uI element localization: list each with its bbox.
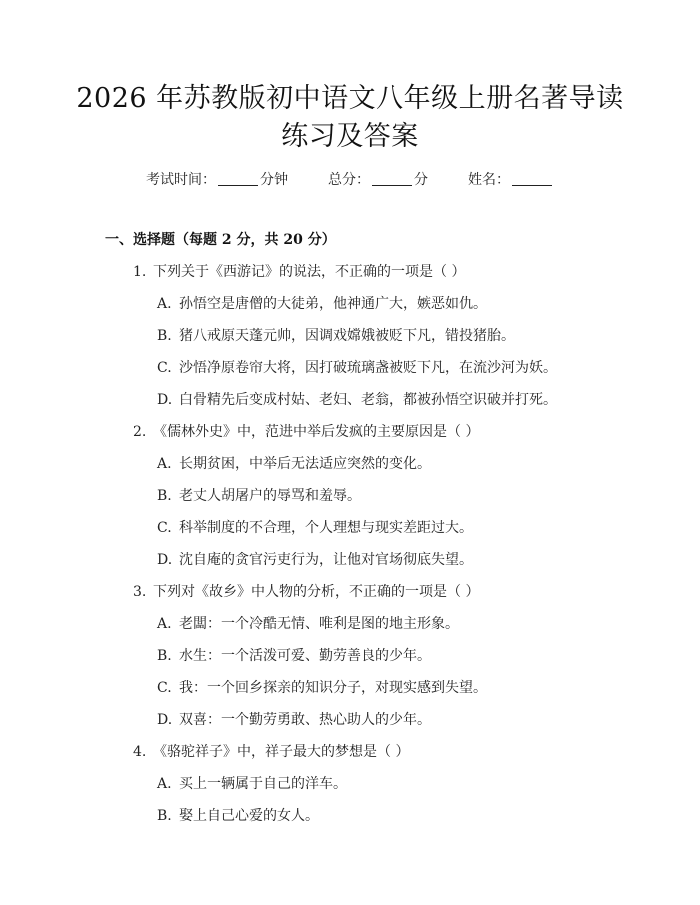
option-letter: C. — [157, 680, 172, 696]
option-text: 娶上自己心爱的女人。 — [179, 808, 319, 824]
question-1-option-a — [157, 293, 487, 313]
page-title-line2: 练习及答案 — [281, 121, 419, 152]
option-text: 老丈人胡屠户的辱骂和羞辱。 — [179, 488, 361, 504]
option-text: 长期贫困，中举后无法适应突然的变化。 — [179, 456, 431, 472]
option-text: 猪八戒原天蓬元帅，因调戏嫦娥被贬下凡，错投猪胎。 — [179, 328, 515, 344]
total-score-unit: 分 — [414, 172, 428, 188]
option-letter: A. — [157, 456, 172, 472]
question-3-option-c — [157, 677, 487, 697]
section-heading: 一、选择题（每题 2 分，共 20 分） — [105, 232, 336, 248]
exam-time-blank — [218, 171, 258, 186]
exam-info-row — [0, 169, 700, 189]
option-letter: B. — [157, 488, 172, 504]
question-1-option-b — [157, 325, 515, 345]
question-3-option-d — [157, 709, 431, 729]
question-2-option-a — [157, 453, 431, 473]
option-text: 双喜：一个勤劳勇敢、热心助人的少年。 — [179, 712, 431, 728]
question-1-option-c — [157, 357, 557, 377]
option-letter: B. — [157, 648, 172, 664]
page-title-line1: 2026 年苏教版初中语文八年级上册名著导读 — [76, 83, 624, 114]
option-letter: A. — [157, 776, 172, 792]
question-2 — [133, 421, 479, 441]
question-number: 4. — [133, 744, 147, 760]
student-name-label: 姓名： — [468, 172, 510, 188]
question-4 — [133, 741, 409, 761]
option-text: 孙悟空是唐僧的大徒弟，他神通广大，嫉恶如仇。 — [179, 296, 487, 312]
option-letter: C. — [157, 360, 172, 376]
exam-time-field — [146, 169, 288, 189]
option-text: 我：一个回乡探亲的知识分子，对现实感到失望。 — [179, 680, 487, 696]
question-3-option-b — [157, 645, 431, 665]
option-text: 科举制度的不合理，个人理想与现实差距过大。 — [179, 520, 473, 536]
question-4-option-a — [157, 773, 347, 793]
question-4-option-b — [157, 805, 319, 825]
option-text: 老闆：一个冷酷无情、唯利是图的地主形象。 — [179, 616, 459, 632]
question-text: 下列关于《西游记》的说法，不正确的一项是（ ） — [153, 264, 466, 280]
question-3-option-a — [157, 613, 459, 633]
option-text: 买上一辆属于自己的洋车。 — [179, 776, 347, 792]
exam-time-label: 考试时间： — [146, 172, 216, 188]
question-number: 1. — [133, 264, 147, 280]
option-letter: A. — [157, 296, 172, 312]
option-letter: D. — [157, 552, 173, 568]
question-2-option-d — [157, 549, 473, 569]
option-text: 白骨精先后变成村姑、老妇、老翁，都被孙悟空识破并打死。 — [179, 392, 557, 408]
question-number: 2. — [133, 424, 147, 440]
total-score-blank — [372, 171, 412, 186]
option-letter: D. — [157, 392, 173, 408]
question-2-option-b — [157, 485, 361, 505]
exam-time-unit: 分钟 — [260, 172, 288, 188]
question-text: 《骆驼祥子》中，祥子最大的梦想是（ ） — [153, 744, 410, 760]
option-text: 水生：一个活泼可爱、勤劳善良的少年。 — [179, 648, 431, 664]
question-2-option-c — [157, 517, 473, 537]
question-text: 下列对《故乡》中人物的分析，不正确的一项是（ ） — [153, 584, 480, 600]
question-1 — [133, 261, 465, 281]
question-number: 3. — [133, 584, 147, 600]
question-1-option-d — [157, 389, 557, 409]
option-letter: D. — [157, 712, 173, 728]
student-name-field — [468, 169, 554, 189]
option-text: 沙悟净原卷帘大将，因打破琉璃盏被贬下凡，在流沙河为妖。 — [179, 360, 557, 376]
option-letter: B. — [157, 808, 172, 824]
option-text: 沈自庵的贪官污吏行为，让他对官场彻底失望。 — [179, 552, 473, 568]
option-letter: B. — [157, 328, 172, 344]
student-name-blank — [512, 171, 552, 186]
total-score-label: 总分： — [328, 172, 370, 188]
question-text: 《儒林外史》中，范进中举后发疯的主要原因是（ ） — [153, 424, 480, 440]
option-letter: A. — [157, 616, 172, 632]
option-letter: C. — [157, 520, 172, 536]
question-3 — [133, 581, 479, 601]
total-score-field — [328, 169, 428, 189]
